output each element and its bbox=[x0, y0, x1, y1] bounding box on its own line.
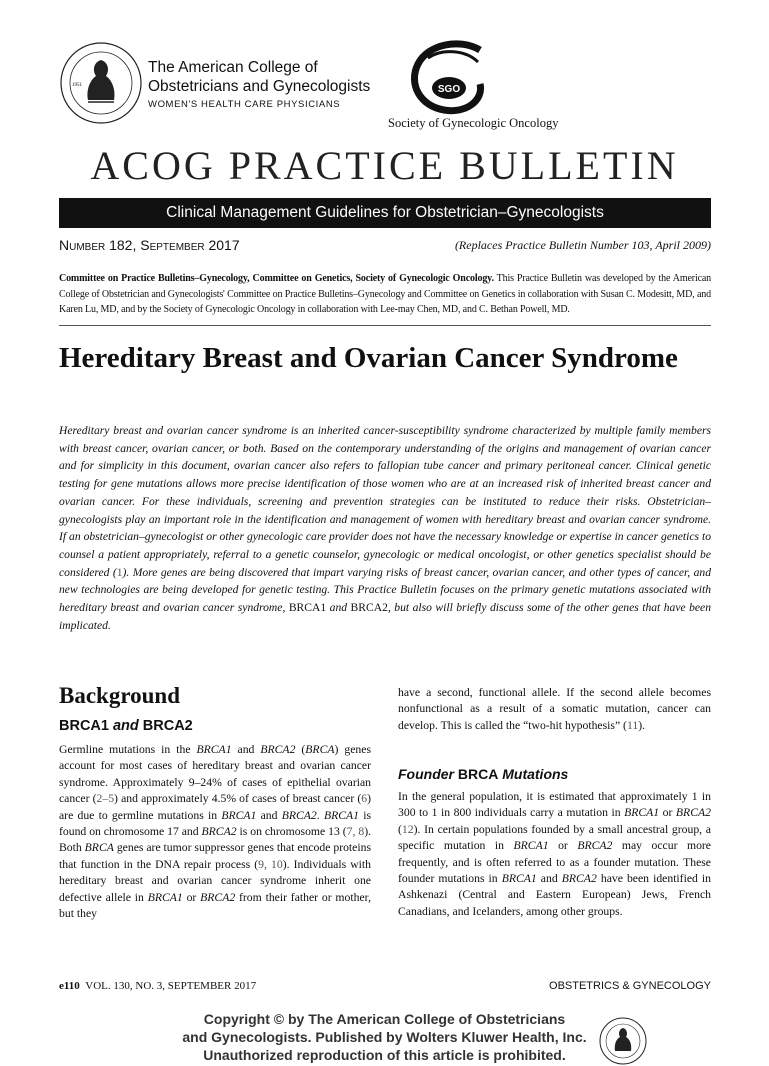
gene-name: BRCA1 bbox=[323, 808, 359, 822]
gene-name: BRCA2 bbox=[577, 839, 613, 853]
gene-name: BRCA2 bbox=[281, 808, 317, 822]
committee-credits bbox=[59, 271, 711, 318]
gene-name: BRCA1 bbox=[221, 808, 257, 822]
footer-journal: OBSTETRICS & GYNECOLOGY bbox=[549, 980, 711, 992]
gene-name: BRCA2 bbox=[201, 825, 237, 839]
svg-text:1951: 1951 bbox=[72, 83, 82, 88]
ref-link[interactable]: 11 bbox=[626, 718, 639, 732]
gene-name: BRCA2 bbox=[561, 872, 597, 886]
acog-seal-small bbox=[598, 1016, 648, 1066]
ref-link[interactable]: 12 bbox=[401, 822, 414, 836]
copyright-notice: Copyright © by The American College of Obstetricians and Gynecologists. Published by Wolters Kluwer Health, Inc. Unauthorized reproduction of this article is prohibited. bbox=[182, 1011, 587, 1063]
gene-name: BRCA1 bbox=[147, 890, 183, 904]
body-right-column-bottom: In the general population, it is estimated that approximately 1 in 300 to 1 in 800 individuals carry a mutation in BRCA1 or BRCA2 (12). In certain populations founded by a small ancestral group, a specific mutation in BRCA1 or BRCA2 may occur more frequently, and is often referred to as a founder mutation. These founder mutations in BRCA1 and BRCA2 have been identified in Ashkenazi (Central and Eastern European) Jews, French Canadians, and Icelanders, among other groups. bbox=[398, 790, 711, 918]
article-title: Hereditary Breast and Ovarian Cancer Syndrome bbox=[59, 342, 678, 374]
svg-text:SGO: SGO bbox=[437, 84, 461, 95]
sgo-caption: Society of Gynecologic Oncology bbox=[388, 116, 559, 130]
committee-bold: Committee on Practice Bulletins–Gynecology, Committee on Genetics, Society of Gynecologic Oncology. bbox=[59, 273, 494, 284]
abstract: Hereditary breast and ovarian cancer syndrome is an inherited cancer-susceptibility syndrome characterized by multiple family members with breast cancer, ovarian cancer, or both. Based on the contemporary understanding of the origins and management of ovarian cancer and for simplicity in this document, ovarian cancer also refers to fallopian tube cancer and primary peritoneal cancer. Clinical genetic testing for gene mutations allows more precise identification of those women who are at an increased risk of inherited breast cancer and ovarian cancer. For these individuals, screening and prevention strategies can be instituted to reduce their risks. Obstetrician–gynecologists play an important role in the identification and management of women with hereditary breast and ovarian cancer syndrome. If an obstetrician–gynecologist or other gynecologic care provider does not have the necessary knowledge or expertise in cancer genetics to counsel a patient appropriately, referral to a genetic counselor, gynecologic or medical oncologist, or other genetics specialist should be considered (1). More genes are being discovered that impart varying risks of breast cancer, ovarian cancer, and other types of cancer, and new technologies are being developed for genetic testing. This Practice Bulletin focuses on the primary genetic mutations associated with hereditary breast and ovarian cancer syndrome, BRCA1 and BRCA2, but also will briefly discuss some of the other genes that have been implicated. bbox=[59, 424, 711, 632]
gene-name: BRCA1 bbox=[624, 806, 660, 820]
ref-link[interactable]: 6 bbox=[361, 792, 368, 806]
acog-name-line2: Obstetricians and Gynecologists bbox=[148, 78, 371, 95]
gene-name: BRCA bbox=[84, 841, 114, 855]
gene-name: BRCA1 bbox=[513, 839, 549, 853]
acog-seal-logo bbox=[58, 40, 144, 126]
bulletin-number: Number 182, September 2017 bbox=[59, 237, 240, 253]
subheading-brca: BRCA1 and BRCA2 bbox=[59, 718, 193, 734]
acog-wordmark bbox=[148, 58, 370, 110]
replaces-note: (Replaces Practice Bulletin Number 103, April 2009) bbox=[454, 238, 711, 252]
gene-name: BRCA2 bbox=[260, 743, 296, 756]
section-heading-background: Background bbox=[59, 683, 181, 708]
footer-citation: e110 VOL. 130, NO. 3, SEPTEMBER 2017 bbox=[59, 980, 257, 992]
ref-link[interactable]: 1 bbox=[116, 565, 123, 579]
gene-name: BRCA2 bbox=[200, 890, 236, 904]
divider bbox=[59, 325, 711, 326]
guidelines-bar: Clinical Management Guidelines for Obstetrician–Gynecologists bbox=[59, 198, 711, 228]
committee-text: This Practice Bulletin was developed by the American College of Obstetrician and Gynecologists' Committee on Practice Bulletins–Gynecology and Committee on Genetics in collaboration with Susan C. Modesitt, MD, and Karen Lu, MD, and by the Society of Gynecologic Oncology in collaboration with Lee-may Chen, MD, and C. Bethan Powell, MD. bbox=[59, 273, 711, 315]
ref-link[interactable]: 9, 10 bbox=[258, 857, 283, 871]
bulletin-title: ACOG PRACTICE BULLETIN bbox=[90, 143, 679, 188]
gene-name: BRCA1 bbox=[196, 743, 232, 756]
acog-name-line1: The American College of bbox=[148, 59, 318, 76]
gene-name: BRCA1 bbox=[501, 872, 537, 886]
gene-name: BRCA bbox=[305, 743, 335, 756]
subheading-founder: Founder BRCA Mutations bbox=[398, 766, 569, 782]
ref-link[interactable]: 7, 8 bbox=[346, 825, 365, 839]
body-left-column: Germline mutations in the BRCA1 and BRCA2 (BRCA) genes account for most cases of hereditary breast and ovarian cancer syndrome. Approximately 9–24% of cases of epithelial ovarian cancer (2–5) and approximately 4.5% of cases of breast cancer (6) are due to germline mutations in BRCA1 and BRCA2. BRCA1 is found on chromosome 17 and BRCA2 is on chromosome 13 (7, 8). Both BRCA genes are tumor suppressor genes that encode proteins that function in the DNA repair process (9, 10). Individuals with hereditary breast and ovarian cancer syndrome inherit one defective allele in BRCA1 or BRCA2 from their father or mother, but they bbox=[59, 743, 372, 921]
gene-name: BRCA2 bbox=[675, 806, 711, 820]
ref-link[interactable]: 2–5 bbox=[96, 792, 115, 806]
acog-tagline: WOMEN'S HEALTH CARE PHYSICIANS bbox=[148, 99, 341, 110]
body-right-column-top: have a second, functional allele. If the second allele becomes nonfunctional as a result of a somatic mutation, cancer can develop. This is called the “two-hit hypothesis” (11). bbox=[398, 686, 711, 732]
